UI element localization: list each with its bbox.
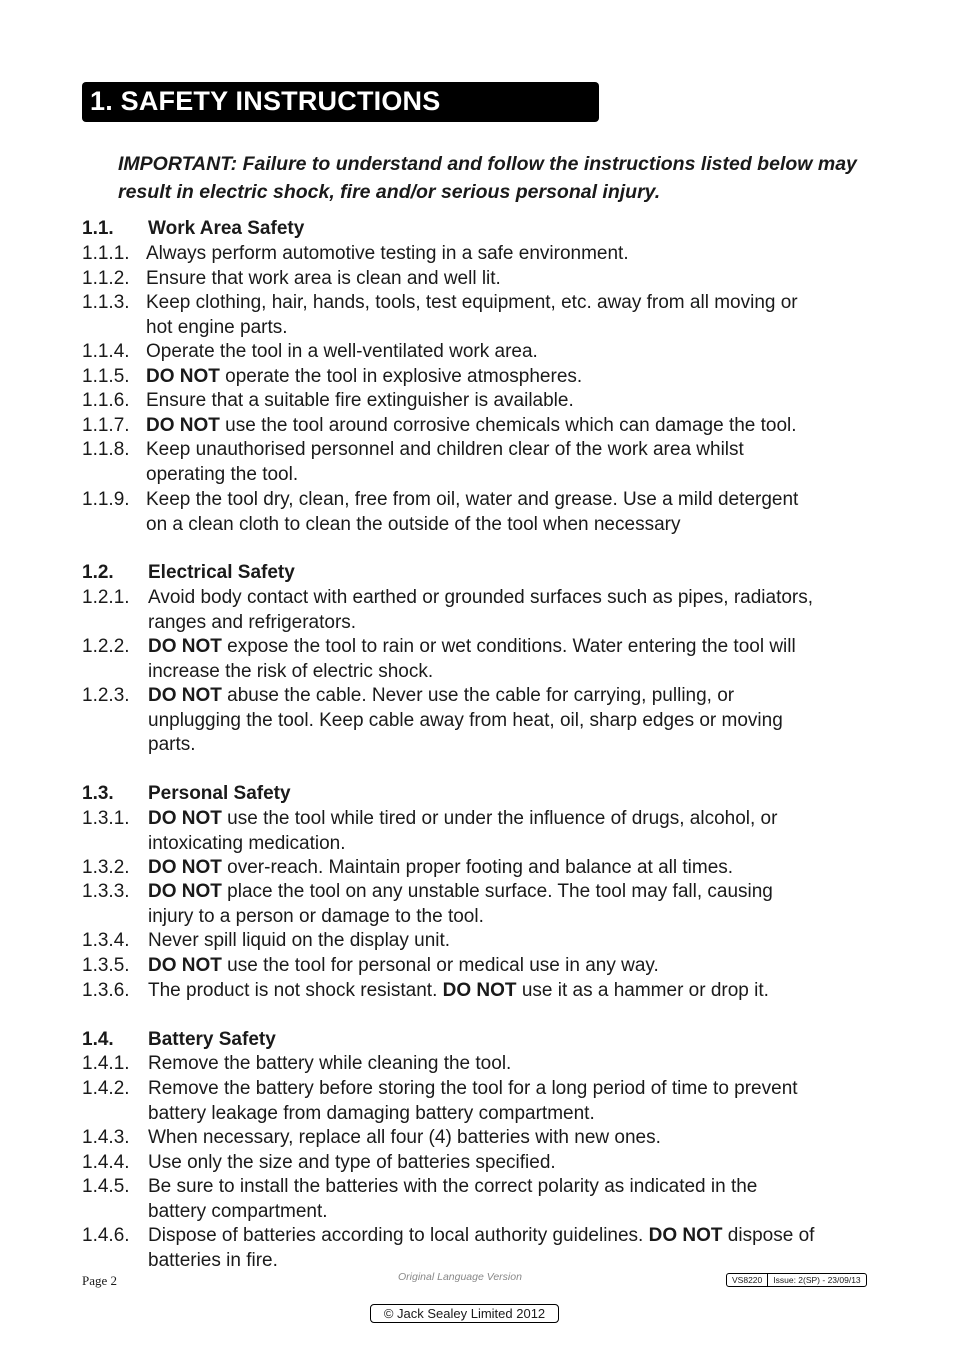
do-not-label: DO NOT [148, 636, 222, 657]
do-not-label: DO NOT [146, 366, 220, 387]
copyright-notice: © Jack Sealey Limited 2012 [370, 1304, 559, 1323]
do-not-label: DO NOT [148, 857, 222, 878]
do-not-label: DO NOT [148, 881, 222, 902]
section-title-banner [82, 82, 599, 122]
important-notice: IMPORTANT: Failure to understand and follow the instructions listed below may result in electric shock, fire and/or serious personal injury. [118, 153, 857, 203]
page-title: 1. SAFETY INSTRUCTIONS [90, 86, 441, 116]
version-box [726, 1273, 867, 1287]
do-not-label: DO NOT [148, 955, 222, 976]
do-not-label: DO NOT [148, 808, 222, 829]
original-language-note: Original Language Version [398, 1271, 522, 1283]
do-not-label: DO NOT [442, 980, 517, 1001]
model-number: VS8220 [732, 1275, 763, 1285]
do-not-label: DO NOT [148, 685, 222, 706]
page-number: Page 2 [82, 1273, 118, 1288]
do-not-label: DO NOT [648, 1225, 723, 1246]
issue-info: Issue: 2(SP) - 23/09/13 [767, 1274, 865, 1286]
do-not-label: DO NOT [146, 415, 220, 436]
